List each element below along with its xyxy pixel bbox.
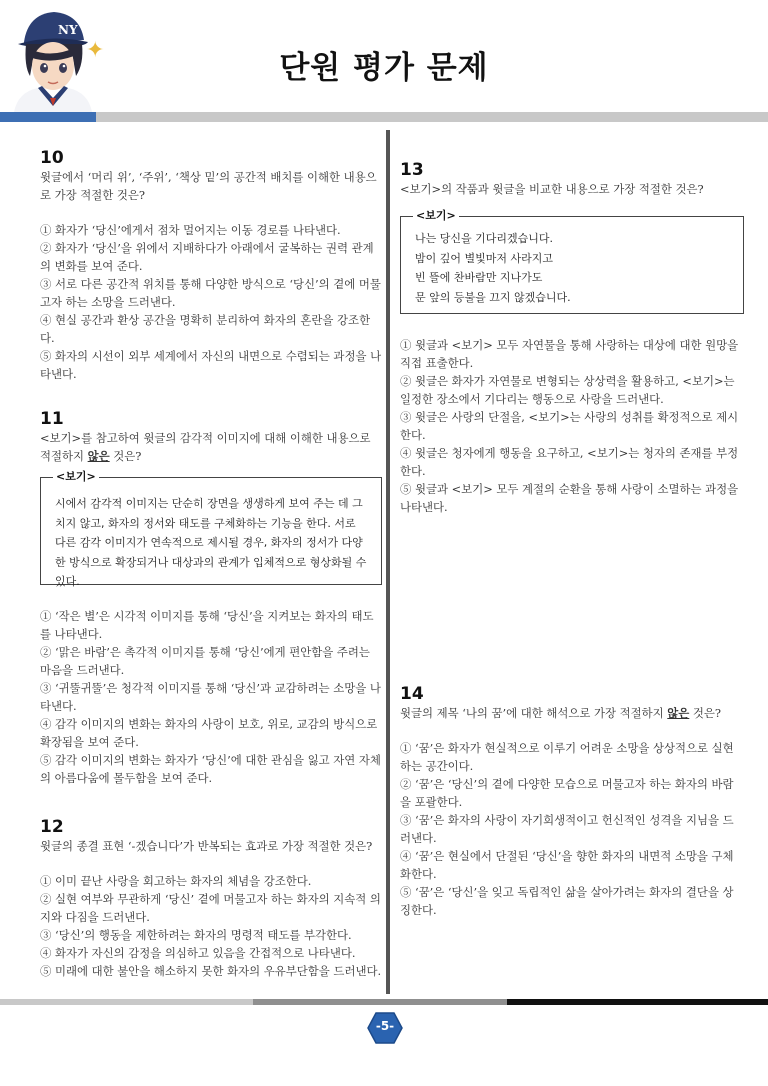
- stem-text: 것은?: [109, 449, 142, 463]
- bogi-text: 시에서 감각적 이미지는 단순히 장면을 생생하게 보여 주는 데 그치지 않고, 화자의 정서와 태도를 구체화하는 기능을 한다. 서로 다른 감각 이미지가 연속적으로 제시될 경우, 화자의 정서가 다양한 방식으로 확장되거나 대상과의 관계가 입체적으로 형상화될 수 있다.: [55, 497, 367, 588]
- svg-text:NY: NY: [58, 23, 78, 37]
- column-divider: [386, 130, 390, 994]
- option[interactable]: ④ 현실 공간과 환상 공간을 명확히 분리하여 화자의 혼란을 강조한다.: [40, 313, 371, 345]
- left-column: [40, 148, 382, 980]
- option[interactable]: ⑤ 감각 이미지의 변화는 화자가 ‘당신’에 대한 관심을 잃고 자연 자체의 아름다움에 몰두함을 보여 준다.: [40, 753, 381, 785]
- question-stem: 윗글의 종결 표현 ‘-겠습니다’가 반복되는 효과로 가장 적절한 것은?: [40, 839, 373, 853]
- stem-text: 것은?: [689, 706, 722, 720]
- option[interactable]: ④ ‘꿈’은 현실에서 단절된 ‘당신’을 향한 화자의 내면적 소망을 구체화한다.: [400, 849, 734, 881]
- question-stem: 윗글에서 ‘머리 위’, ‘주위’, ‘책상 밑’의 공간적 배치를 이해한 내용으로 가장 적절한 것은?: [40, 170, 377, 202]
- bogi-box: [40, 470, 382, 588]
- option[interactable]: ③ ‘꿈’은 화자의 사랑이 자기희생적이고 헌신적인 성격을 지님을 드러낸다.: [400, 813, 734, 845]
- question-13: [400, 160, 744, 516]
- question-number: 11: [40, 409, 64, 429]
- option[interactable]: ② ‘맑은 바람’은 촉각적 이미지를 통해 ‘당신’에게 편안함을 주려는 마음을 드러낸다.: [40, 645, 370, 677]
- option[interactable]: ③ 서로 다른 공간적 위치를 통해 다양한 방식으로 ‘당신’의 곁에 머물고자 하는 소망을 드러낸다.: [40, 277, 381, 309]
- bogi-label: <보기>: [53, 468, 99, 486]
- bogi-line: 나는 당신을 기다리겠습니다.: [415, 232, 554, 245]
- bogi-box: [400, 209, 744, 314]
- bogi-label: <보기>: [413, 207, 459, 225]
- question-number: 14: [400, 684, 424, 704]
- stem-emphasis: 않은: [87, 449, 110, 463]
- question-stem: <보기>의 작품과 윗글을 비교한 내용으로 가장 적절한 것은?: [400, 182, 704, 196]
- option[interactable]: ① ‘꿈’은 화자가 현실적으로 이루기 어려운 소망을 상상적으로 실현하는 공간이다.: [400, 741, 734, 773]
- option[interactable]: ⑤ 화자의 시선이 외부 세계에서 자신의 내면으로 수렴되는 과정을 나타낸다.: [40, 349, 382, 381]
- option[interactable]: ① ‘작은 별’은 시각적 이미지를 통해 ‘당신’을 지켜보는 화자의 태도를 나타낸다.: [40, 609, 374, 641]
- page-number: -5-: [375, 1019, 395, 1033]
- question-stem: [40, 429, 382, 465]
- footer-rule-dark: [507, 999, 768, 1005]
- option[interactable]: ④ 윗글은 청자에게 행동을 요구하고, <보기>는 청자의 존재를 부정한다.: [400, 446, 739, 478]
- stem-text: <보기>를 참고하여 윗글의 감각적 이미지에 대해 이해한 내용으로 적절하지: [40, 431, 371, 463]
- option[interactable]: ② 윗글은 화자가 자연물로 변형되는 상상력을 활용하고, <보기>는 일정한 장소에서 기다리는 행동으로 사랑을 드러낸다.: [400, 374, 735, 406]
- header-rule: [96, 112, 768, 122]
- footer-rule-light: [0, 999, 253, 1005]
- option[interactable]: ② ‘꿈’은 ‘당신’의 곁에 다양한 모습으로 머물고자 하는 화자의 바람을 포괄한다.: [400, 777, 734, 809]
- option[interactable]: ③ ‘귀뚤귀뚤’은 청각적 이미지를 통해 ‘당신’과 교감하려는 소망을 나타낸다.: [40, 681, 381, 713]
- page-header: [0, 0, 768, 122]
- question-10: [40, 148, 382, 383]
- bogi-line: 문 앞의 등불을 끄지 않겠습니다.: [415, 290, 571, 304]
- question-12: [40, 817, 382, 980]
- footer-rule-mid: [253, 999, 507, 1005]
- option[interactable]: ④ 화자가 자신의 감정을 의심하고 있음을 간접적으로 나타낸다.: [40, 946, 356, 960]
- option[interactable]: ④ 감각 이미지의 변화는 화자의 사랑이 보호, 위로, 교감의 방식으로 확장됨을 보여 준다.: [40, 717, 378, 749]
- option[interactable]: ① 이미 끝난 사랑을 회고하는 화자의 체념을 강조한다.: [40, 874, 312, 888]
- bogi-line: 빈 뜰에 찬바람만 지나가도: [415, 271, 543, 284]
- option[interactable]: ② 실현 여부와 무관하게 ‘당신’ 곁에 머물고자 하는 화자의 지속적 의지와 다짐을 드러낸다.: [40, 892, 381, 924]
- option[interactable]: ⑤ 미래에 대한 불안을 해소하지 못한 화자의 우유부단함을 드러낸다.: [40, 964, 382, 978]
- option[interactable]: ③ 윗글은 사랑의 단절을, <보기>는 사랑의 성취를 확정적으로 제시한다.: [400, 410, 739, 442]
- question-14: [400, 684, 744, 919]
- question-number: 12: [40, 817, 64, 837]
- page-title: 단원 평가 문제: [279, 50, 489, 86]
- question-stem: [400, 704, 744, 722]
- option[interactable]: ② 화자가 ‘당신’을 위에서 지배하다가 아래에서 굴복하는 권력 관계의 변화를 보여 준다.: [40, 241, 374, 273]
- option[interactable]: ⑤ 윗글과 <보기> 모두 계절의 순환을 통해 사랑이 소멸하는 과정을 나타낸다.: [400, 482, 739, 514]
- option[interactable]: ① 윗글과 <보기> 모두 자연물을 통해 사랑하는 대상에 대한 원망을 직접 표출한다.: [400, 338, 739, 370]
- stem-emphasis: 않은: [667, 706, 690, 720]
- option[interactable]: ⑤ ‘꿈’은 ‘당신’을 잊고 독립적인 삶을 살아가려는 화자의 결단을 상징한다.: [400, 885, 734, 917]
- sparkle-icon: ✦: [86, 38, 105, 63]
- question-number: 10: [40, 148, 64, 168]
- option[interactable]: ① 화자가 ‘당신’에게서 점차 멀어지는 이동 경로를 나타낸다.: [40, 223, 341, 237]
- bogi-line: 밤이 깊어 별빛마저 사라지고: [415, 251, 554, 265]
- right-column: [400, 160, 744, 917]
- header-accent-bar: [0, 112, 96, 122]
- option[interactable]: ③ ‘당신’의 행동을 제한하려는 화자의 명령적 태도를 부각한다.: [40, 928, 352, 942]
- stem-text: 윗글의 제목 ‘나의 꿈’에 대한 해석으로 가장 적절하지: [400, 706, 668, 720]
- question-11: [40, 409, 382, 787]
- question-number: 13: [400, 160, 424, 180]
